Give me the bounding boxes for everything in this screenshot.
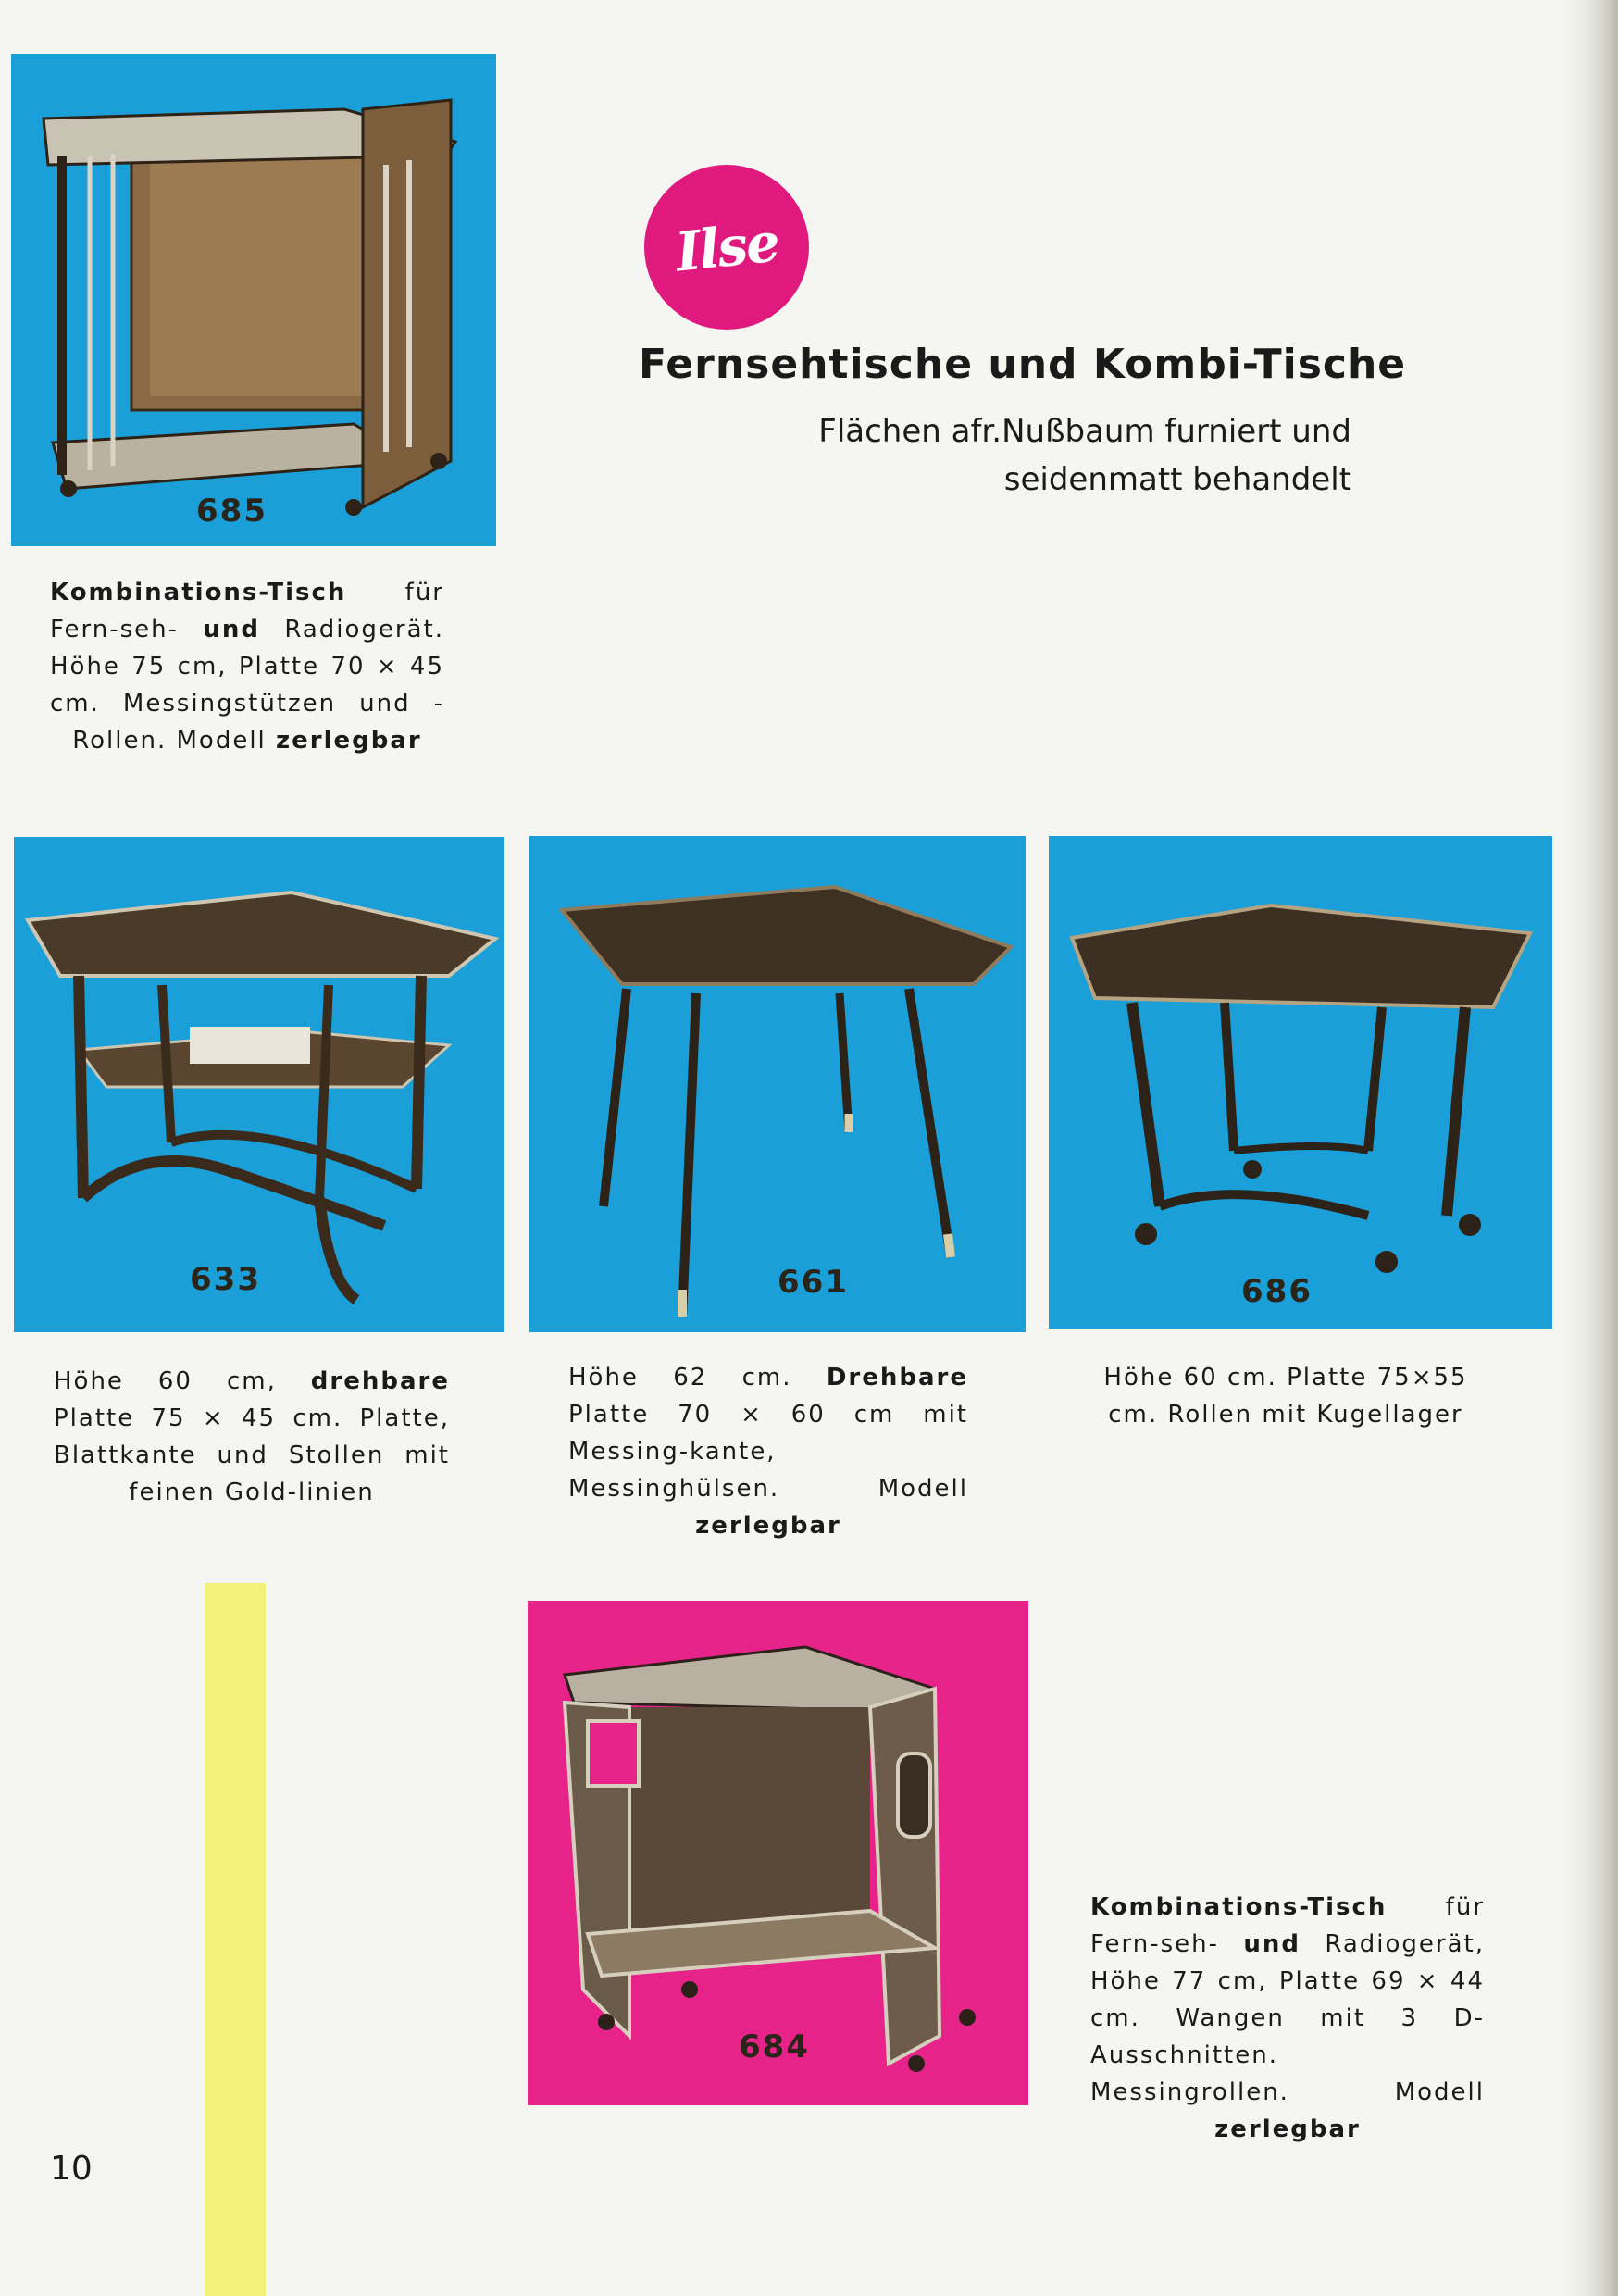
zerlegbar-label: zerlegbar: [1214, 2115, 1361, 2143]
model-number: 633: [190, 1261, 261, 1298]
logo-text: Ilse: [672, 210, 781, 284]
product-photo-661: [529, 836, 1026, 1332]
model-number: 685: [196, 493, 268, 530]
product-description-684: Kombinations-Tisch für Fern-seh- und Radiogerät, Höhe 77 cm, Platte 69 × 44 cm. Wangen mit 3 D-Ausschnitten. Messingrollen. Modell zerlegbar: [1090, 1893, 1485, 2143]
product-photo-685: [11, 54, 496, 546]
model-number: 686: [1241, 1273, 1313, 1310]
table-685-illustration: [11, 54, 496, 546]
model-number: 661: [778, 1264, 849, 1301]
product-photo-633: [14, 837, 504, 1332]
product-photo-684: [528, 1601, 1028, 2105]
product-type-label: Kombinations-Tisch: [50, 579, 347, 606]
zerlegbar-label: zerlegbar: [276, 727, 422, 755]
product-description-686: Höhe 60 cm. Platte 75×55 cm. Rollen mit Kugellager: [1103, 1364, 1468, 1429]
product-description-685: Kombinations-Tisch für Fern-seh- und Radiogerät. Höhe 75 cm, Platte 70 × 45 cm. Messingstützen und -Rollen. Modell zerlegbar: [50, 579, 444, 755]
product-description-633: Höhe 60 cm, drehbare Platte 75 × 45 cm. Platte, Blattkante und Stollen mit feinen Gold-linien: [54, 1367, 450, 1506]
product-type-label: Kombinations-Tisch: [1090, 1893, 1388, 1921]
ilse-logo: [644, 165, 809, 330]
drehbare-label: Drehbare: [826, 1364, 968, 1391]
table-661-illustration: [529, 836, 1026, 1332]
zerlegbar-label: zerlegbar: [695, 1512, 841, 1540]
product-description-661: Höhe 62 cm. Drehbare Platte 70 × 60 cm mit Messing-kante, Messinghülsen. Modell zerlegbar: [568, 1364, 968, 1540]
table-686-illustration: [1049, 836, 1552, 1329]
table-633-illustration: [14, 837, 504, 1332]
page-title: Fernsehtische und Kombi-Tische: [639, 341, 1407, 388]
drehbare-label: drehbare: [310, 1367, 450, 1395]
page-number: 10: [50, 2150, 93, 2188]
product-photo-686: [1049, 836, 1552, 1329]
yellow-accent-bar: [205, 1583, 266, 2296]
model-number: 684: [739, 2028, 810, 2065]
page-edge: [1562, 0, 1618, 2296]
page-subtitle: Flächen afr.Nußbaum furniert und seidenmatt behandelt: [818, 413, 1351, 498]
